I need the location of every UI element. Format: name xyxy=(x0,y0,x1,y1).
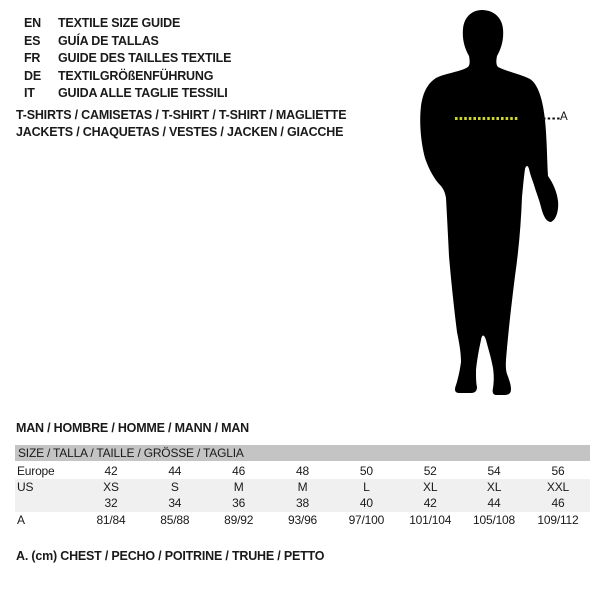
man-silhouette-shape xyxy=(420,10,558,395)
size-cell: 89/92 xyxy=(224,512,254,527)
size-cell: 50 xyxy=(359,463,373,478)
size-cell: 97/100 xyxy=(348,512,385,527)
size-cell: 54 xyxy=(487,463,501,478)
size-cell: L xyxy=(363,479,370,494)
category-lines xyxy=(16,107,346,140)
language-code: DE xyxy=(24,68,41,83)
language-code: IT xyxy=(24,86,35,101)
measure-label-a: A xyxy=(560,111,568,123)
measurement-footnote: A. (cm) CHEST / PECHO / POITRINE / TRUHE / PETTO xyxy=(16,549,325,563)
size-cell: 109/112 xyxy=(537,512,579,527)
category-line-tshirts: T-SHIRTS / CAMISETAS / T-SHIRT / T-SHIRT / MAGLIETTE xyxy=(16,108,347,122)
man-silhouette-figure xyxy=(412,8,572,398)
language-title: TEXTILGRÖßENFÜHRUNG xyxy=(58,68,214,83)
table-row-chest xyxy=(15,512,590,529)
size-cell: 46 xyxy=(551,496,565,511)
size-cell: S xyxy=(170,479,179,494)
size-cell: 85/88 xyxy=(160,512,190,527)
language-title: GUÍA DE TALLAS xyxy=(58,33,159,48)
size-cell: 101/104 xyxy=(409,512,452,527)
size-cell: 52 xyxy=(423,463,437,478)
size-cell: M xyxy=(233,479,244,494)
language-code: FR xyxy=(24,51,41,66)
size-cell: 42 xyxy=(104,463,118,478)
man-silhouette-svg xyxy=(412,8,572,398)
language-title: GUIDA ALLE TAGLIE TESSILI xyxy=(58,86,228,101)
language-code: ES xyxy=(24,33,41,48)
size-table-header: SIZE / TALLA / TAILLE / GRÖSSE / TAGLIA xyxy=(15,445,590,462)
size-cell: 32 xyxy=(104,496,118,511)
row-label: A xyxy=(17,512,25,527)
size-cell: 48 xyxy=(296,463,309,478)
size-cell: M xyxy=(297,479,308,494)
size-cell: 46 xyxy=(232,463,246,478)
category-line-jackets: JACKETS / CHAQUETAS / VESTES / JACKEN / GIACCHE xyxy=(16,124,344,139)
row-label: Europe xyxy=(17,463,55,478)
row-label: US xyxy=(17,479,34,494)
language-title: GUIDE DES TAILLES TEXTILE xyxy=(58,51,232,66)
language-title: TEXTILE SIZE GUIDE xyxy=(58,16,181,30)
table-row-numeric xyxy=(15,495,590,512)
size-cell: 105/108 xyxy=(473,512,516,527)
language-list xyxy=(24,15,231,103)
size-cell: 44 xyxy=(168,463,182,478)
language-row xyxy=(24,85,231,103)
size-cell: XL xyxy=(486,479,502,494)
size-cell: XL xyxy=(423,479,438,494)
size-cell: 81/84 xyxy=(96,512,126,527)
language-row xyxy=(24,15,231,33)
language-row xyxy=(24,33,231,51)
size-cell: 42 xyxy=(423,496,437,511)
size-cell: 44 xyxy=(487,496,501,511)
size-cell: 36 xyxy=(232,496,246,511)
size-table xyxy=(15,445,590,528)
table-row-europe xyxy=(15,462,590,479)
size-cell: XS xyxy=(103,479,119,494)
table-row-us xyxy=(15,479,590,496)
size-cell: 38 xyxy=(296,496,309,511)
language-row xyxy=(24,68,231,86)
size-cell: 40 xyxy=(359,496,373,511)
size-cell: 93/96 xyxy=(287,512,318,527)
language-row xyxy=(24,50,231,68)
section-title: MAN / HOMBRE / HOMME / MANN / MAN xyxy=(16,421,249,435)
size-cell: 34 xyxy=(168,496,182,511)
language-code: EN xyxy=(24,16,41,30)
size-table-header-row xyxy=(15,445,590,462)
size-cell: 56 xyxy=(551,463,565,478)
size-cell: XXL xyxy=(546,479,570,494)
row-label xyxy=(15,495,79,512)
